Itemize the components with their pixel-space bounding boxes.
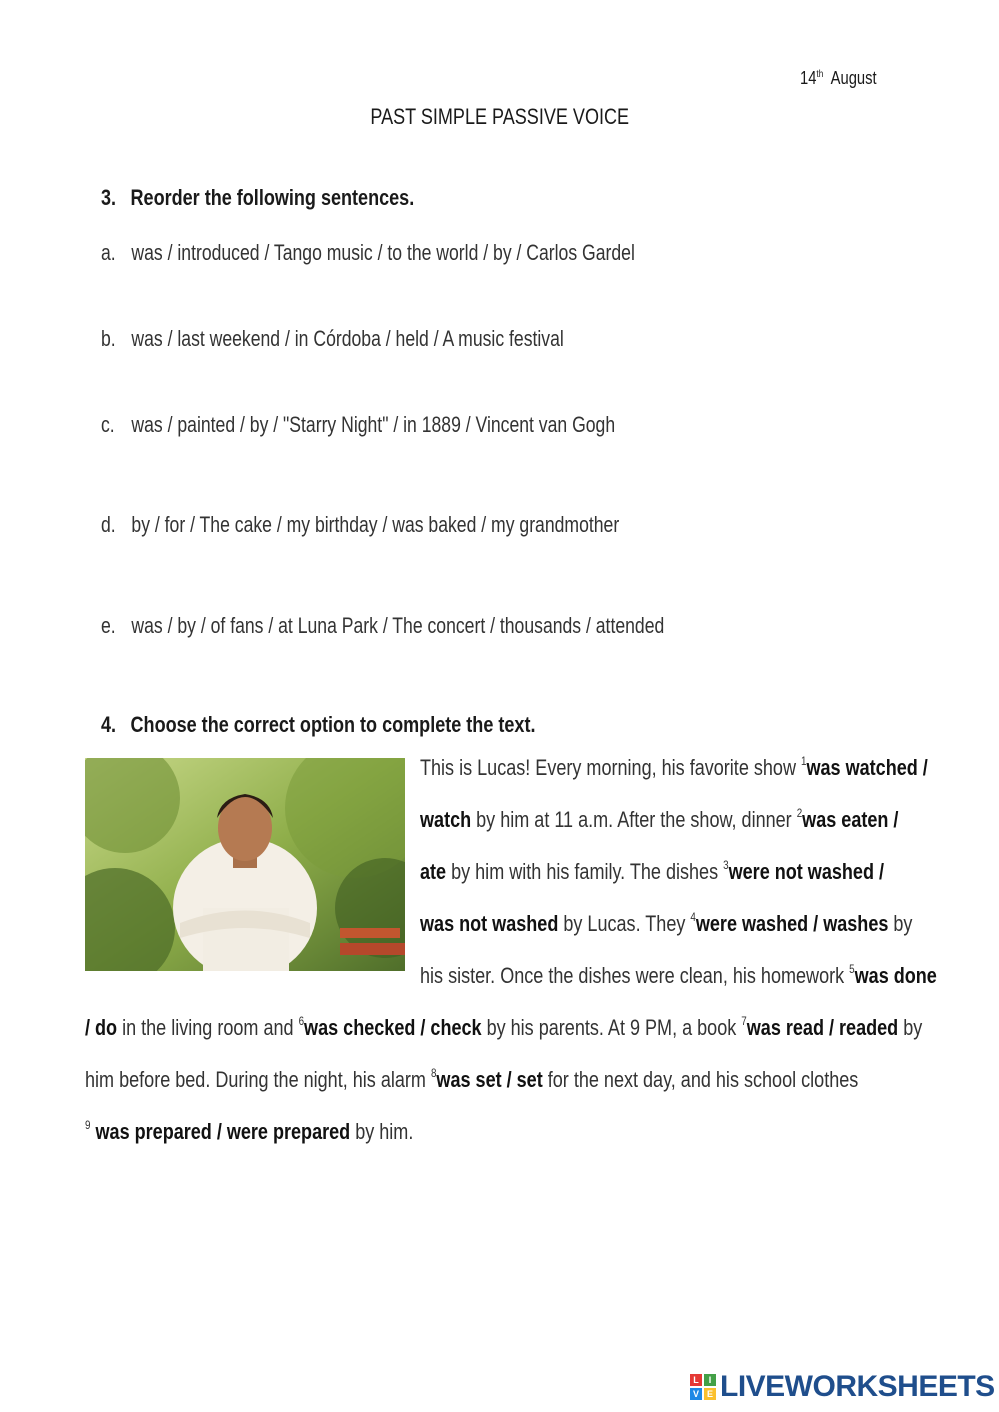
option-8[interactable]: was set / set [436,1067,543,1092]
logo-text: LIVEWORKSHEETS [720,1370,995,1403]
option-1[interactable]: was watched / [806,755,928,780]
text-line-6: / do in the living room and $^6$was checked / check by his parents. At 9 PM, a book $^7$was read / readed by [85,1014,923,1040]
option-7[interactable]: was read / readed [746,1015,899,1040]
exercise-3-heading: 3. Reorder the following sentences. [101,185,415,210]
option-3-cont[interactable]: was not washed [420,911,559,936]
option-5[interactable]: was done [854,963,937,988]
option-6[interactable]: was checked / check [304,1015,482,1040]
logo-icon: L I V E [690,1374,716,1400]
sentence-d: d. by / for / The cake / my birthday / was baked / my grandmother [101,512,620,537]
text-line-5: his sister. Once the dishes were clean, his homework $^5$was done [420,962,937,988]
option-2[interactable]: was eaten / [802,807,899,832]
option-9[interactable]: was prepared / were prepared [95,1119,351,1144]
sentence-a: a. was / introduced / Tango music / to the world / by / Carlos Gardel [101,240,635,265]
exercise-4-heading: 4. Choose the correct option to complete the text. [101,712,536,737]
text-line-4: was not washed by Lucas. They $^4$were washed / washes by [420,910,913,936]
option-5-cont[interactable]: / do [85,1015,118,1040]
text-line-7: him before bed. During the night, his alarm $^8$was set / set for the next day, and his school clothes [85,1066,859,1092]
text-line-3: ate by him with his family. The dishes $^3$were not washed / [420,858,885,884]
option-4[interactable]: were washed / washes [695,911,889,936]
liveworksheets-logo [690,1372,995,1402]
sentence-b: b. was / last weekend / in Córdoba / held / A music festival [101,326,564,351]
page-title: PAST SIMPLE PASSIVE VOICE [370,104,629,129]
text-line-8: $^9$ was prepared / were prepared by him. [85,1118,414,1144]
photo-lucas [85,758,405,971]
text-line-2: watch by him at 11 a.m. After the show, dinner $^2$was eaten / [420,806,899,832]
option-3[interactable]: were not washed / [728,859,885,884]
option-2-cont[interactable]: ate [420,859,447,884]
sentence-c: c. was / painted / by / "Starry Night" / in 1889 / Vincent van Gogh [101,412,616,437]
sentence-e: e. was / by / of fans / at Luna Park / The concert / thousands / attended [101,613,665,638]
date: 14th August [800,68,877,88]
option-1-cont[interactable]: watch [420,807,472,832]
text-line-1: This is Lucas! Every morning, his favorite show $^1$was watched / [420,754,928,780]
